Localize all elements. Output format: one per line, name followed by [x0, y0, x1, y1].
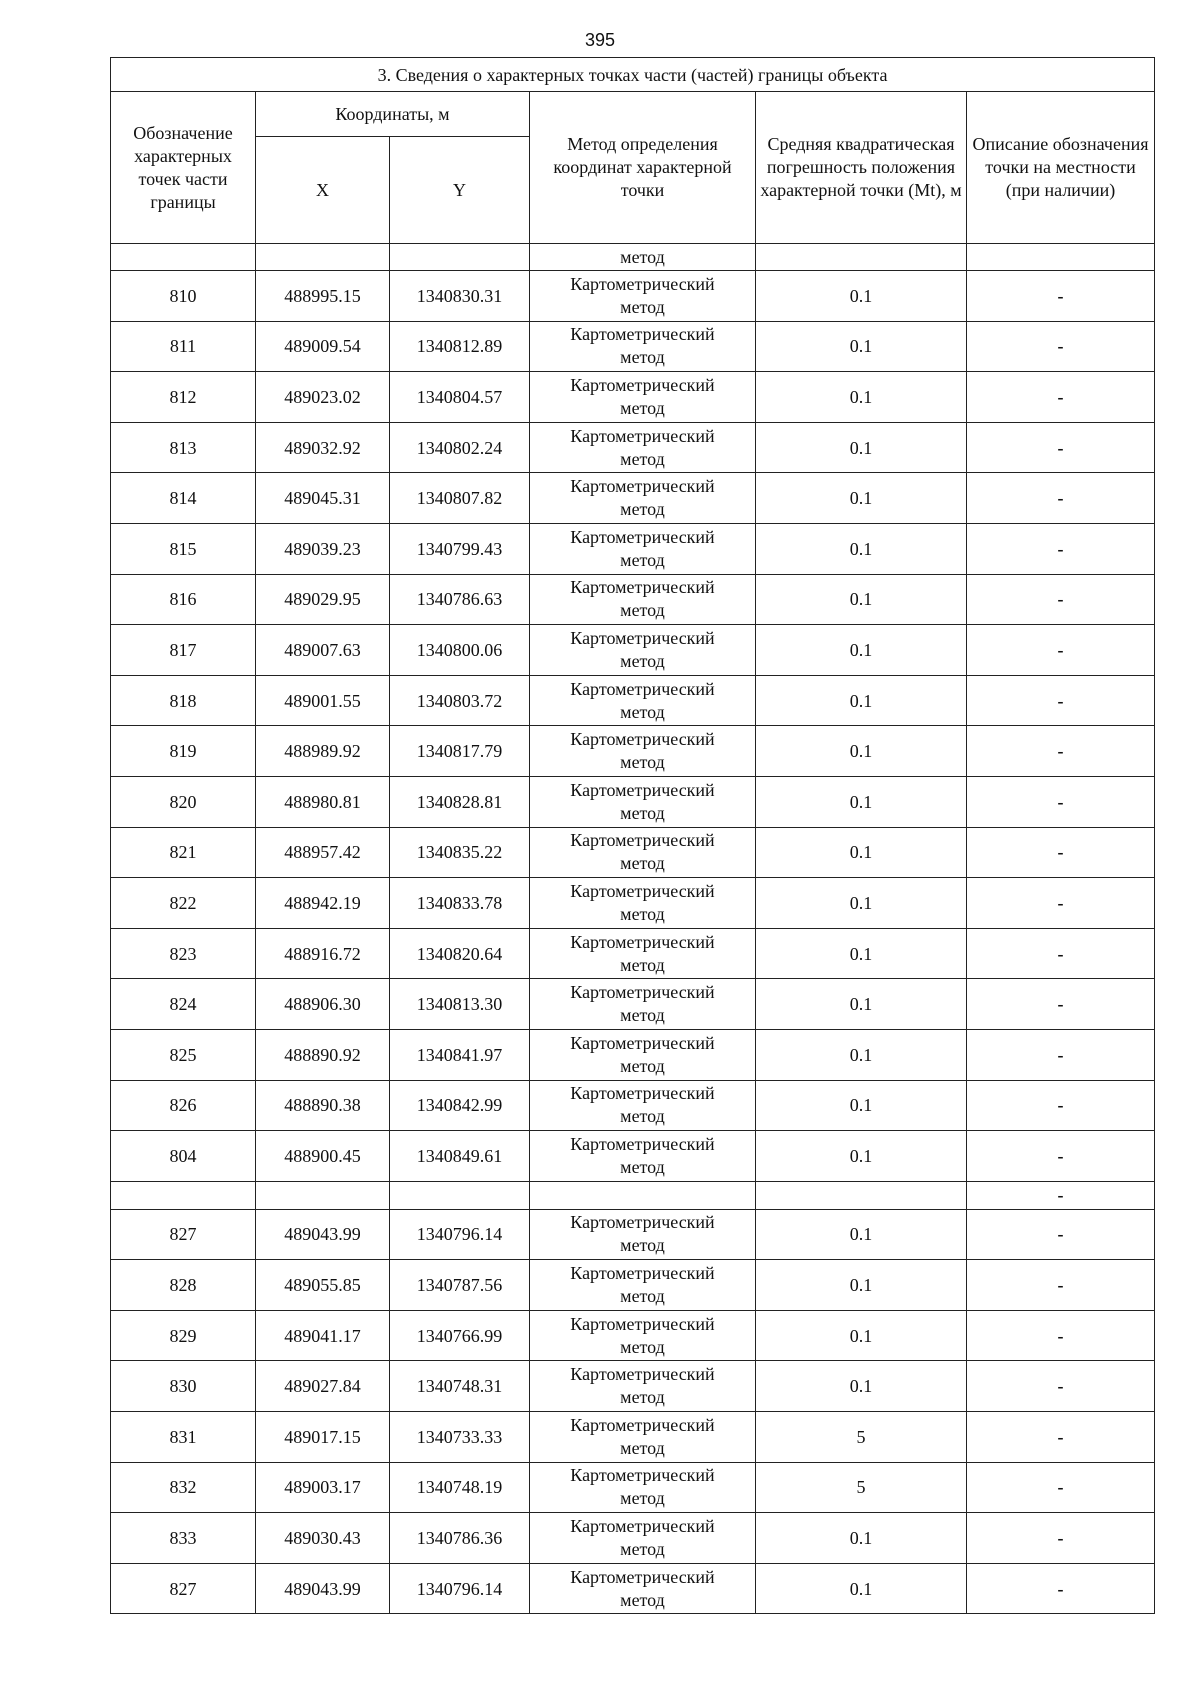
cell-method — [530, 776, 756, 827]
cell-accuracy: 0.1 — [756, 878, 967, 929]
table-row — [111, 271, 1155, 322]
table-row — [111, 523, 1155, 574]
cell-x: 489001.55 — [256, 675, 390, 726]
cell-x: 489029.95 — [256, 574, 390, 625]
method-line-2: метод — [620, 347, 665, 368]
table-row — [111, 1563, 1155, 1614]
cell-description: - — [967, 271, 1155, 322]
table-row — [111, 675, 1155, 726]
cell-y: 1340849.61 — [390, 1131, 530, 1182]
cell-point-id: 810 — [111, 271, 256, 322]
table-row — [111, 372, 1155, 423]
cell-x: 489043.99 — [256, 1563, 390, 1614]
cell-y: 1340748.31 — [390, 1361, 530, 1412]
cell-x: 488890.38 — [256, 1080, 390, 1131]
table-row — [111, 827, 1155, 878]
cell-method — [530, 1029, 756, 1080]
table-row — [111, 1209, 1155, 1260]
cell-accuracy: 0.1 — [756, 726, 967, 777]
cell-y: 1340800.06 — [390, 625, 530, 676]
cell-y: 1340733.33 — [390, 1412, 530, 1463]
method-line-2: метод — [620, 549, 665, 570]
cell-accuracy: 0.1 — [756, 271, 967, 322]
cell-y: 1340812.89 — [390, 321, 530, 372]
cell-x: 489007.63 — [256, 625, 390, 676]
cell-description: - — [967, 1563, 1155, 1614]
cell-x: 489023.02 — [256, 372, 390, 423]
method-line-1: Картометрический — [570, 779, 715, 800]
method-line-2: метод — [620, 1156, 665, 1177]
cell-point-id: 821 — [111, 827, 256, 878]
separator-cell — [390, 1181, 530, 1209]
table-row — [111, 625, 1155, 676]
cell-point-id: 819 — [111, 726, 256, 777]
cell-y: 1340813.30 — [390, 979, 530, 1030]
cell-description: - — [967, 1412, 1155, 1463]
method-line-1: Картометрический — [570, 476, 715, 497]
method-line-1: Картометрический — [570, 627, 715, 648]
cell-description: - — [967, 776, 1155, 827]
cell-y: 1340787.56 — [390, 1260, 530, 1311]
method-line-1: Картометрический — [570, 1032, 715, 1053]
cell-y: 1340841.97 — [390, 1029, 530, 1080]
method-line-1: Картометрический — [570, 526, 715, 547]
cell-point-id: 811 — [111, 321, 256, 372]
method-line-1: Картометрический — [570, 1516, 715, 1537]
section-title: 3. Сведения о характерных точках части (частей) границы объекта — [111, 58, 1155, 92]
cell-point-id: 826 — [111, 1080, 256, 1131]
cell-point-id: 804 — [111, 1131, 256, 1182]
cell-description: - — [967, 675, 1155, 726]
cell-description: - — [967, 1310, 1155, 1361]
method-line-1: Картометрический — [570, 931, 715, 952]
cell-method — [530, 827, 756, 878]
cell-point-id: 825 — [111, 1029, 256, 1080]
cell-y: 1340786.63 — [390, 574, 530, 625]
cell-y: 1340748.19 — [390, 1462, 530, 1513]
separator-description: - — [967, 1181, 1155, 1209]
table-row — [111, 321, 1155, 372]
cell-accuracy: 0.1 — [756, 372, 967, 423]
method-line-2: метод — [620, 802, 665, 823]
cell-method — [530, 625, 756, 676]
table-row — [111, 1029, 1155, 1080]
cell-x: 488906.30 — [256, 979, 390, 1030]
cell-y: 1340820.64 — [390, 928, 530, 979]
cell-point-id: 814 — [111, 473, 256, 524]
method-line-1: Картометрический — [570, 678, 715, 699]
cell-accuracy: 0.1 — [756, 776, 967, 827]
cell-point-id: 833 — [111, 1513, 256, 1564]
cell-accuracy: 0.1 — [756, 928, 967, 979]
method-line-1: Картометрический — [570, 1414, 715, 1435]
method-line-1: Картометрический — [570, 1465, 715, 1486]
cell-method — [530, 1310, 756, 1361]
cell-accuracy: 0.1 — [756, 1310, 967, 1361]
method-line-2: метод — [620, 903, 665, 924]
page-number: 395 — [584, 30, 616, 50]
method-line-1: Картометрический — [570, 1313, 715, 1334]
cell-description: - — [967, 1260, 1155, 1311]
method-line-2: метод — [620, 1286, 665, 1307]
cell-description: - — [967, 1361, 1155, 1412]
header-coordinates: Координаты, м — [256, 92, 530, 137]
cell-x: 489030.43 — [256, 1513, 390, 1564]
cell-y: 1340804.57 — [390, 372, 530, 423]
cell-x: 489045.31 — [256, 473, 390, 524]
cell-description: - — [967, 1029, 1155, 1080]
cell-point-id: 830 — [111, 1361, 256, 1412]
method-line-1: Картометрический — [570, 1133, 715, 1154]
table-row — [111, 574, 1155, 625]
cell-y: 1340835.22 — [390, 827, 530, 878]
cell-method — [530, 1080, 756, 1131]
table-row — [111, 979, 1155, 1030]
method-line-2: метод — [620, 1589, 665, 1610]
cell-point-id: 813 — [111, 422, 256, 473]
table-row — [111, 1080, 1155, 1131]
cell-accuracy: 0.1 — [756, 422, 967, 473]
cell-point-id: 815 — [111, 523, 256, 574]
cell-y: 1340833.78 — [390, 878, 530, 929]
cell-accuracy: 0.1 — [756, 827, 967, 878]
table-row — [111, 1412, 1155, 1463]
separator-cell — [111, 1181, 256, 1209]
cell-y: 1340842.99 — [390, 1080, 530, 1131]
cell-method — [530, 1260, 756, 1311]
cell-accuracy: 0.1 — [756, 1209, 967, 1260]
method-line-1: Картометрический — [570, 830, 715, 851]
cell-method — [530, 1563, 756, 1614]
method-line-1: Картометрический — [570, 1212, 715, 1233]
cell-accuracy: 0.1 — [756, 979, 967, 1030]
method-line-2: метод — [620, 1488, 665, 1509]
method-line-1: Картометрический — [570, 1566, 715, 1587]
cell-point-id: 817 — [111, 625, 256, 676]
cell-accuracy: 0.1 — [756, 1260, 967, 1311]
cell-method — [530, 321, 756, 372]
cell-accuracy: 0.1 — [756, 321, 967, 372]
continuation-row — [111, 244, 1155, 271]
method-line-2: метод — [620, 954, 665, 975]
table-row — [111, 422, 1155, 473]
cell-point-id: 824 — [111, 979, 256, 1030]
header-description: Описание обозначения точки на местности (при наличии) — [967, 92, 1155, 244]
cell-x: 488980.81 — [256, 776, 390, 827]
cell-accuracy: 0.1 — [756, 473, 967, 524]
cell-description: - — [967, 574, 1155, 625]
cell-accuracy: 0.1 — [756, 625, 967, 676]
table-row — [111, 1310, 1155, 1361]
cell-x: 489003.17 — [256, 1462, 390, 1513]
cell-method — [530, 473, 756, 524]
cell-accuracy: 0.1 — [756, 1131, 967, 1182]
cell-method — [530, 1513, 756, 1564]
cell-description: - — [967, 1513, 1155, 1564]
cell-method — [530, 1361, 756, 1412]
separator-cell — [256, 1181, 390, 1209]
method-line-2: метод — [620, 600, 665, 621]
cell-description: - — [967, 827, 1155, 878]
cell-x: 488942.19 — [256, 878, 390, 929]
cell-method — [530, 878, 756, 929]
header-designation: Обозначение характерных точек части границы — [111, 92, 256, 244]
cell-accuracy: 0.1 — [756, 574, 967, 625]
cell-method — [530, 574, 756, 625]
cell-y: 1340828.81 — [390, 776, 530, 827]
method-line-2: метод — [620, 650, 665, 671]
cell-description: - — [967, 979, 1155, 1030]
cell-x: 489009.54 — [256, 321, 390, 372]
cell-description: - — [967, 473, 1155, 524]
cell-x: 489055.85 — [256, 1260, 390, 1311]
method-line-2: метод — [620, 1437, 665, 1458]
cell-x: 489039.23 — [256, 523, 390, 574]
cell-description: - — [967, 1209, 1155, 1260]
cell-y: 1340796.14 — [390, 1209, 530, 1260]
cell-point-id: 823 — [111, 928, 256, 979]
cell-accuracy: 0.1 — [756, 1563, 967, 1614]
header-method: Метод определения координат характерной точки — [530, 92, 756, 244]
method-line-2: метод — [620, 397, 665, 418]
header-y: Y — [390, 137, 530, 244]
table-row — [111, 1513, 1155, 1564]
cell-y: 1340802.24 — [390, 422, 530, 473]
table-row — [111, 1131, 1155, 1182]
cell-method — [530, 1131, 756, 1182]
cell-method — [530, 523, 756, 574]
cell-point-id: 820 — [111, 776, 256, 827]
header-x: X — [256, 137, 390, 244]
cell-method — [530, 1209, 756, 1260]
cell-accuracy: 0.1 — [756, 675, 967, 726]
separator-cell — [756, 1181, 967, 1209]
method-line-2: метод — [620, 752, 665, 773]
cell-accuracy: 5 — [756, 1412, 967, 1463]
cell-point-id: 827 — [111, 1563, 256, 1614]
cell-description: - — [967, 523, 1155, 574]
method-line-2: метод — [620, 1336, 665, 1357]
cell-point-id: 831 — [111, 1412, 256, 1463]
header-accuracy: Средняя квадратическая погрешность положения характерной точки (Mt), м — [756, 92, 967, 244]
cell-method — [530, 271, 756, 322]
cell-y: 1340799.43 — [390, 523, 530, 574]
method-line-1: Картометрический — [570, 374, 715, 395]
cell-description: - — [967, 1080, 1155, 1131]
cell-description: - — [967, 422, 1155, 473]
method-line-2: метод — [620, 448, 665, 469]
cell-method — [530, 422, 756, 473]
cell-accuracy: 0.1 — [756, 1513, 967, 1564]
cell-method — [530, 928, 756, 979]
cell-x: 489017.15 — [256, 1412, 390, 1463]
method-line-2: метод — [620, 1235, 665, 1256]
method-line-1: Картометрический — [570, 1083, 715, 1104]
table-row — [111, 1462, 1155, 1513]
cell-x: 488989.92 — [256, 726, 390, 777]
cell-method — [530, 675, 756, 726]
cell-x: 489032.92 — [256, 422, 390, 473]
table-row — [111, 1361, 1155, 1412]
table-row — [111, 1260, 1155, 1311]
continuation-method: метод — [530, 244, 756, 271]
cell-description: - — [967, 878, 1155, 929]
cell-description: - — [967, 321, 1155, 372]
cell-accuracy: 0.1 — [756, 1361, 967, 1412]
cell-point-id: 816 — [111, 574, 256, 625]
boundary-points-table — [110, 57, 1155, 1614]
cell-description: - — [967, 372, 1155, 423]
method-line-2: метод — [620, 1005, 665, 1026]
cell-y: 1340766.99 — [390, 1310, 530, 1361]
method-line-1: Картометрический — [570, 729, 715, 750]
cell-point-id: 828 — [111, 1260, 256, 1311]
table-row — [111, 776, 1155, 827]
cell-point-id: 832 — [111, 1462, 256, 1513]
cell-x: 489041.17 — [256, 1310, 390, 1361]
cell-method — [530, 1462, 756, 1513]
cell-y: 1340796.14 — [390, 1563, 530, 1614]
method-line-1: Картометрический — [570, 880, 715, 901]
cell-accuracy: 0.1 — [756, 1029, 967, 1080]
table-row — [111, 473, 1155, 524]
cell-description: - — [967, 625, 1155, 676]
cell-x: 488957.42 — [256, 827, 390, 878]
cell-y: 1340803.72 — [390, 675, 530, 726]
method-line-1: Картометрический — [570, 273, 715, 294]
table-row — [111, 928, 1155, 979]
separator-row — [111, 1181, 1155, 1209]
cell-y: 1340817.79 — [390, 726, 530, 777]
method-line-2: метод — [620, 1106, 665, 1127]
cell-method — [530, 979, 756, 1030]
cell-method — [530, 726, 756, 777]
method-line-1: Картометрический — [570, 324, 715, 345]
method-line-1: Картометрический — [570, 1263, 715, 1284]
method-line-2: метод — [620, 853, 665, 874]
cell-x: 488916.72 — [256, 928, 390, 979]
cell-description: - — [967, 726, 1155, 777]
cell-accuracy: 5 — [756, 1462, 967, 1513]
cell-point-id: 812 — [111, 372, 256, 423]
table-row — [111, 726, 1155, 777]
method-line-2: метод — [620, 499, 665, 520]
method-line-2: метод — [620, 701, 665, 722]
table-row — [111, 878, 1155, 929]
cell-point-id: 822 — [111, 878, 256, 929]
cell-description: - — [967, 1462, 1155, 1513]
method-line-1: Картометрический — [570, 1364, 715, 1385]
cell-x: 488900.45 — [256, 1131, 390, 1182]
method-line-1: Картометрический — [570, 577, 715, 598]
cell-y: 1340807.82 — [390, 473, 530, 524]
cell-method — [530, 372, 756, 423]
cell-description: - — [967, 1131, 1155, 1182]
cell-point-id: 818 — [111, 675, 256, 726]
cell-point-id: 827 — [111, 1209, 256, 1260]
cell-x: 489043.99 — [256, 1209, 390, 1260]
method-line-2: метод — [620, 1539, 665, 1560]
method-line-2: метод — [620, 296, 665, 317]
method-line-1: Картометрический — [570, 982, 715, 1003]
method-line-2: метод — [620, 1387, 665, 1408]
cell-x: 488995.15 — [256, 271, 390, 322]
cell-x: 489027.84 — [256, 1361, 390, 1412]
separator-cell — [530, 1181, 756, 1209]
cell-x: 488890.92 — [256, 1029, 390, 1080]
method-line-1: Картометрический — [570, 425, 715, 446]
cell-description: - — [967, 928, 1155, 979]
method-line-2: метод — [620, 1055, 665, 1076]
cell-y: 1340830.31 — [390, 271, 530, 322]
cell-accuracy: 0.1 — [756, 523, 967, 574]
cell-accuracy: 0.1 — [756, 1080, 967, 1131]
cell-method — [530, 1412, 756, 1463]
cell-y: 1340786.36 — [390, 1513, 530, 1564]
cell-point-id: 829 — [111, 1310, 256, 1361]
